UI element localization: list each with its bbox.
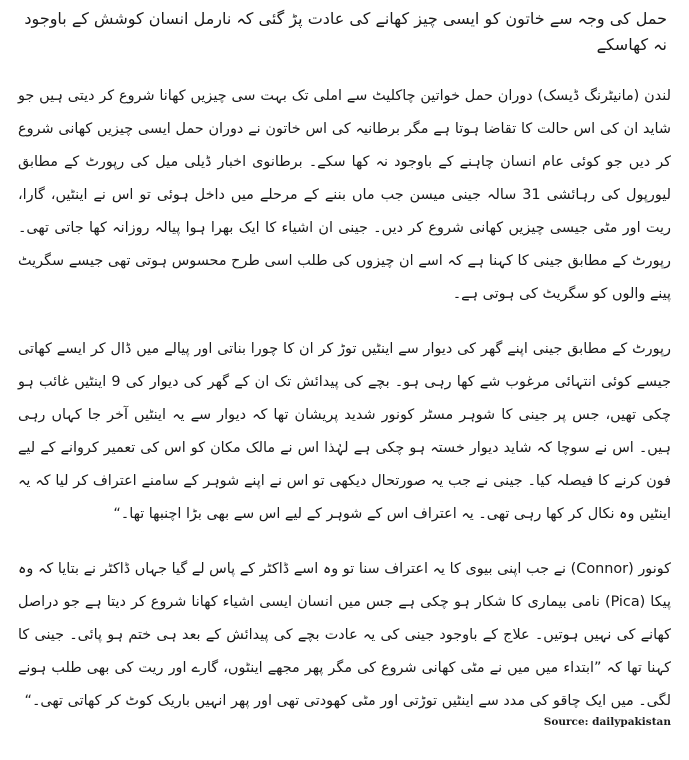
article-paragraph-2: رپورٹ کے مطابق جینی اپنے گھر کی دیوار سے اینٹیں توڑ کر ان کا چورا بناتی اور پیالے میں ڈال کر ایسے کھاتی جیسے کوئی انتہائی مرغوب شے کھا رہی ہو۔ بچے کی پیدائش تک ان کے گھر کی دیوار کی 9 اینٹیں غائب ہو چکی تھیں، جس پر جینی کا شوہر مسٹر کونور شدید پریشان تھا کہ دیوار سے یہ اینٹیں آخر جا کہاں رہی ہیں۔ اس نے سوچا کہ شاید دیوار خستہ ہو چکی ہے لہٰذا اس نے مالک مکان کو اس کی تعمیر کروانے کے لیے فون کرنے کا فیصلہ کیا۔ جینی نے جب یہ صورتحال دیکھی تو اس نے اپنے شوہر کے سامنے اعتراف کر لیا کہ یہ اینٹیں وہ نکال کر کھا رہی تھی۔ یہ اعتراف اس کے شوہر کے لیے اس سے بھی بڑا اچنبھا تھا۔“ (18, 341, 671, 522)
article-paragraph-3: کونور (Connor) نے جب اپنی بیوی کا یہ اعتراف سنا تو وہ اسے ڈاکٹر کے پاس لے گیا جہاں ڈاکٹر نے بتایا کہ وہ پیکا (Pica) نامی بیماری کا شکار ہو چکی ہے جس میں انسان ایسی اشیاء کھانا شروع کر دیتا ہے جو دراصل کھانے کی نہیں ہوتیں۔ علاج کے باوجود جینی کی یہ عادت بچے کی پیدائش کے بعد ہی ختم ہو پائی۔ جینی کا کہنا تھا کہ ”ابتداء میں میں نے مٹی کھانی شروع کی مگر پھر مجھے اینٹوں، گارے اور ریت کی بھی طلب ہونے لگی۔ میں ایک چاقو کی مدد سے اینٹیں توڑتی اور مٹی کھودتی تھی اور پھر انہیں باریک کوٹ کر کھاتی تھی۔“ (18, 561, 671, 709)
article-headline: حمل کی وجہ سے خاتون کو ایسی چیز کھانے کی عادت پڑ گئی کہ نارمل انسان کوشش کے باوجود نہ کھاسکے (24, 9, 667, 54)
article-paragraph-1: لندن (مانیٹرنگ ڈیسک) دوران حمل خواتین چاکلیٹ سے املی تک بہت سی چیزیں کھانا شروع کر دیتی ہیں جو شاید ان کی اس حالت کا تقاضا ہوتا ہے مگر برطانیہ کی اس خاتون نے دوران حمل ایسی چیزیں کھانی شروع کر دیں جو کوئی عام انسان چاہنے کے باوجود نہ کھا سکے۔ برطانوی اخبار ڈیلی میل کی رپورٹ کے مطابق لیورپول کی رہائشی 31 سالہ جینی میسن جب ماں بننے کے مرحلے میں داخل ہوئی تو اس نے اینٹیں، گارا، ریت اور مٹی جیسی چیزیں کھانی شروع کر دیں۔ جینی ان اشیاء کا ایک بھرا ہوا پیالہ روزانہ کھا جاتی تھی۔ رپورٹ کے مطابق جینی کا کہنا ہے کہ اسے ان چیزوں کی طلب اسی طرح محسوس ہوتی تھی جیسے سگریٹ پینے والوں کو سگریٹ کی ہوتی ہے۔ (18, 88, 671, 302)
news-article (18, 6, 671, 740)
source-credit: Source: dailypakistan (543, 716, 671, 728)
